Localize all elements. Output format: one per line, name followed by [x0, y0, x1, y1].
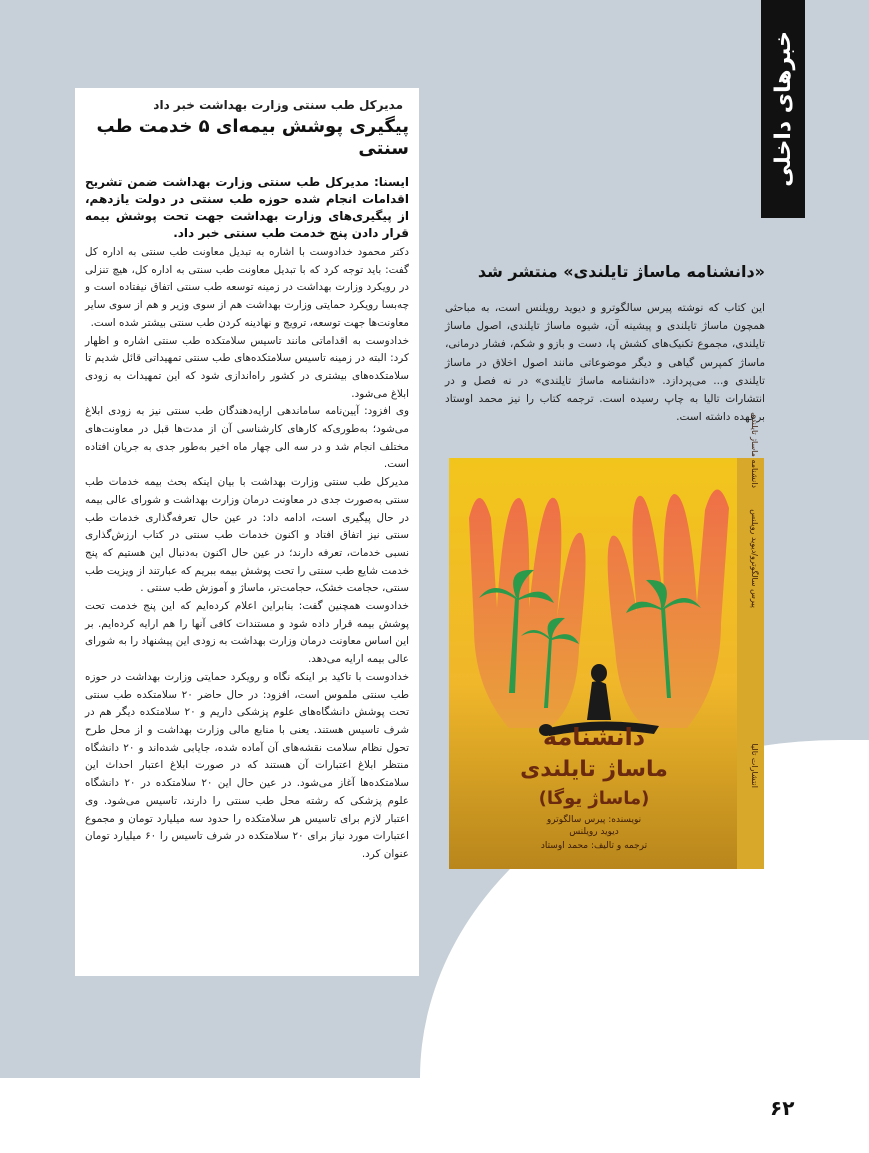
section-tab: [761, 0, 805, 218]
cover-authors: دیوید رویلنس: [569, 827, 619, 837]
cover-title-line: دانشنامه: [542, 723, 646, 751]
book-cover-image: [449, 412, 764, 869]
cover-title-line: ماساژ تایلندی: [520, 757, 668, 782]
side-article-body: این کتاب که نوشته پیرس سالگوترو و دیوید رویلنس است، به مباحثی همچون ماساژ تایلندی و پیشینه آن، شیوه ماساژ تایلندی، اصول ماساژ تایلندی، مجموع تکنیک‌های کشش پا، دست و بازو و شکم، فشار درمانی، ماساژ کمپرس گیاهی و دیگر موضوعاتی مانند اصول اخلاق در ماساژ تایلندی و... می‌پردازد. «دانشنامه ماساژ تایلندی» در نه فصل و در انتشارات تالیا به چاپ رسیده است. ترجمه کتاب را نیز محمد اوستاد برعهده داشته است.: [445, 302, 765, 424]
side-article: [445, 262, 765, 426]
cover-spine-publisher: انتشارات تالیا: [750, 743, 759, 788]
article-lead: ایسنا: مدیرکل طب سنتی وزارت بهداشت ضمن تشریح اقدامات انجام شده حوزه طب سنتی در دولت یازدهم، از پیگیری‌های وزارت بهداشت جهت تحت پوشش بیمه قرار دادن پنج خدمت طب سنتی خبر داد.: [85, 175, 409, 240]
cover-authors: نویسنده: پیرس سالگوترو: [546, 815, 642, 825]
article-paragraph: خدادوست به اقداماتی مانند تاسیس سلامتکده طب سنتی اشاره و اظهار کرد: البته در زمینه تاسیس سلامتکده‌های طب سنتی تمهیداتی قائل شدیم تا سلامتکده‌های بیشتری در کشور راه‌اندازی شود که این تمهیدات به زودی ابلاغ می‌شود.: [85, 334, 409, 400]
article-paragraph: خدادوست با تاکید بر اینکه نگاه و رویکرد حمایتی وزارت بهداشت در حوزه طب سنتی ملموس است، افزود: در حال حاضر ۲۰ سلامتکده طب سنتی تحت پوشش دانشگاه‌های علوم پزشکی داریم و ۲۰ سلامتکده دیگر هم در شرف تاسیس هستند. یعنی با منابع مالی وزارت بهداشت و از محل طرح تحول نظام سلامت نقشه‌های آن آماده شده، جایابی شده‌اند و ۲۰ دانشگاه منتظر ابلاغ اعتبارات آن هستند که در صورت ابلاغ اعتبار احداث این سلامتکده‌ها آغاز می‌شود. در عین حال این ۲۰ سلامتکده در ۲۰ دانشگاه علوم پزشکی که رشته محل طب سنتی را دارند، تاسیس می‌شود. وی اعتبار لازم برای تاسیس هر سلامتکده را حدود سه میلیارد تومان و مجموع اعتبارات مورد نیاز برای ۲۰ سلامتکده در شرف تاسیس را ۶۰ میلیارد تومان عنوان کرد.: [85, 670, 409, 860]
page-number: ۶۲: [770, 1096, 795, 1120]
article-kicker: مدیرکل طب سنتی وزارت بهداشت خبر داد: [153, 98, 403, 112]
cover-translator: ترجمه و تالیف: محمد اوستاد: [540, 841, 648, 851]
main-article: [75, 88, 419, 976]
side-article-title: «دانشنامه ماساژ تایلندی» منتشر شد: [477, 262, 765, 281]
article-paragraph: خدادوست همچنین گفت: بنابراین اعلام کرده‌ایم که این پنج خدمت تحت پوشش بیمه قرار داده شود و مستندات کافی آنها را هم ارایه کرده‌ایم. بر این اساس معاونت درمان وزارت بهداشت به زودی این پیشنهاد را به شورای عالی بیمه ارایه می‌دهد.: [85, 600, 409, 666]
article-paragraph: دکتر محمود خدادوست با اشاره به تبدیل معاونت طب سنتی به اداره کل گفت: باید توجه کرد که با تبدیل معاونت طب سنتی به اداره کل، هیچ تنزلی در رویکرد وزارت بهداشت در زمینه توسعه طب سنتی اتفاق نیفتاده است و چه‌بسا رویکرد حمایتی وزارت بهداشت هم از سوی وزیر و هم از سوی سایر معاونت‌ها جهت توسعه، ترویج و نهادینه کردن طب سنتی بیشتر شده است.: [85, 246, 409, 329]
section-tab-label: خبرهای داخلی: [770, 31, 796, 187]
cover-title-line: (ماساژ یوگا): [538, 788, 650, 809]
article-paragraph: مدیرکل طب سنتی وزارت بهداشت با بیان اینکه بحث بیمه خدمات طب سنتی به‌صورت جدی در معاونت درمان وزارت بهداشت و شورای عالی بیمه در حال پیگیری است، ادامه داد: در عین حال تعرفه‌گذاری خدمات طب سنتی نیز اتفاق افتاد و اکنون خدمات طب سنتی در کتاب ارزش‌گذاری نسبی خدمات، تعرفه دارند؛ در عین حال اکنون به‌دنبال این هستیم که پنج خدمت شایع طب سنتی را تحت پوشش بیمه ببریم که عبارتند از ویزیت طب سنتی، حجامت خشک، حجامت‌تر، ماساژ و آموزش طب سنتی .: [85, 476, 409, 595]
cover-spine-authors: پیرس سالگوترو/دیوید رویلنس: [750, 509, 759, 608]
article-headline: پیگیری پوشش بیمه‌ای ۵ خدمت طب سنتی: [96, 116, 409, 159]
article-paragraph: وی افزود: آیین‌نامه ساماندهی ارایه‌دهندگان طب سنتی نیز به زودی ابلاغ می‌شود؛ به‌طوری‌که کارهای کارشناسی آن از مدت‌ها قبل در معاونت‌های مختلف انجام شد و در سه الی چهار ماه اخیر به‌طور جدی به جریان افتاده است.: [85, 405, 409, 471]
cover-spine-title: دانشنامه ماساژ تایلندی: [750, 412, 759, 488]
